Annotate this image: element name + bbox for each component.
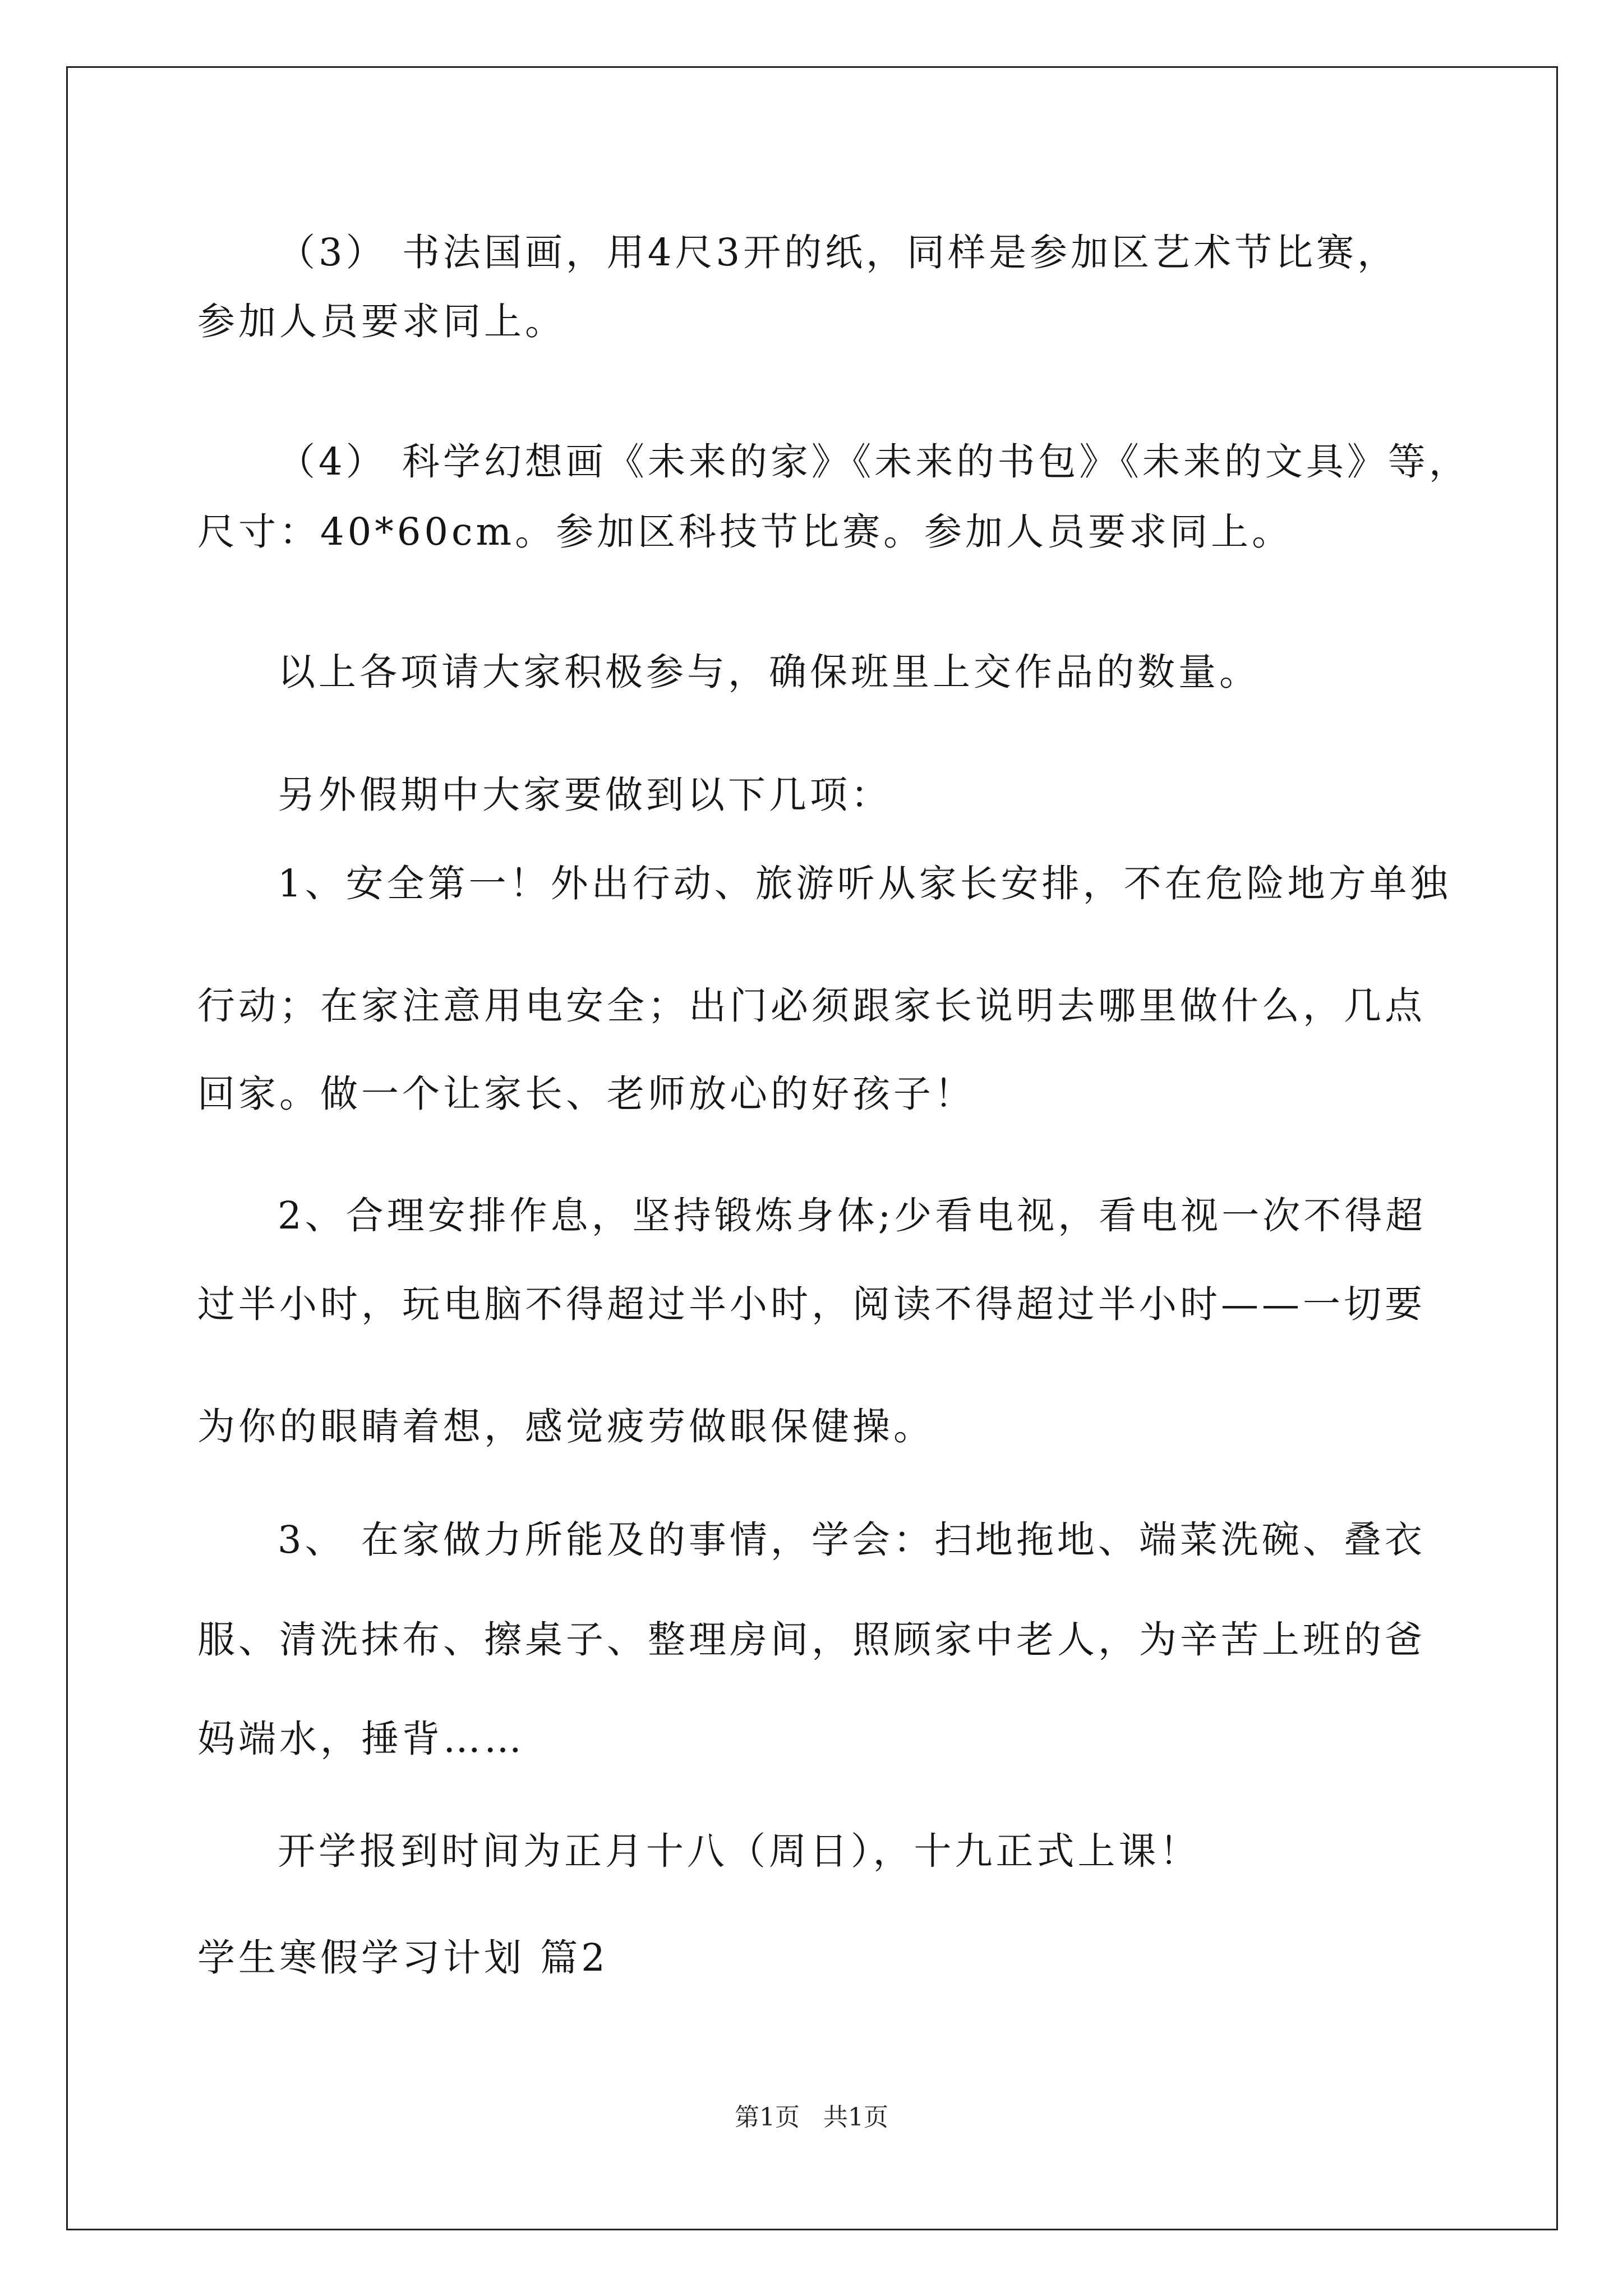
paragraph-line: 参加人员要求同上。 — [197, 300, 566, 343]
paragraph-line: 开学报到时间为正月十八（周日），十九正式上课！ — [278, 1829, 1201, 1873]
paragraph-line: 为你的眼睛着想，感觉疲劳做眼保健操。 — [197, 1405, 934, 1448]
section-heading: 学生寒假学习计划 篇2 — [197, 1936, 608, 1980]
paragraph-line: 回家。做一个让家长、老师放心的好孩子！ — [197, 1072, 975, 1116]
paragraph-line: （3） 书法国画，用4尺3开的纸，同样是参加区艺术节比赛， — [278, 231, 1399, 274]
paragraph-line: 行动；在家注意用电安全；出门必须跟家长说明去哪里做什么，几点 — [197, 984, 1426, 1028]
paragraph-line: 另外假期中大家要做到以下几项： — [278, 773, 892, 817]
page-footer: 第1页 共1页 — [735, 2103, 888, 2132]
paragraph-line: 1、安全第一！外出行动、旅游听从家长安排，不在危险地方单独 — [278, 862, 1451, 905]
paragraph-line: 以上各项请大家积极参与，确保班里上交作品的数量。 — [278, 650, 1260, 694]
page-border — [66, 66, 1558, 2230]
paragraph-line: 服、清洗抹布、擦桌子、整理房间，照顾家中老人，为辛苦上班的爸 — [197, 1618, 1426, 1662]
paragraph-line: 2、合理安排作息，坚持锻炼身体;少看电视，看电视一次不得超 — [278, 1194, 1427, 1237]
paragraph-line: 尺寸：40*60cm。参加区科技节比赛。参加人员要求同上。 — [197, 510, 1293, 554]
paragraph-line: 过半小时，玩电脑不得超过半小时，阅读不得超过半小时——一切要 — [197, 1282, 1426, 1326]
paragraph-line: 妈端水，捶背…… — [197, 1717, 525, 1761]
paragraph-line: （4） 科学幻想画《未来的家》《未来的书包》《未来的文具》等， — [278, 440, 1470, 484]
paragraph-line: 3、 在家做力所能及的事情，学会：扫地拖地、端菜洗碗、叠衣 — [278, 1518, 1426, 1562]
